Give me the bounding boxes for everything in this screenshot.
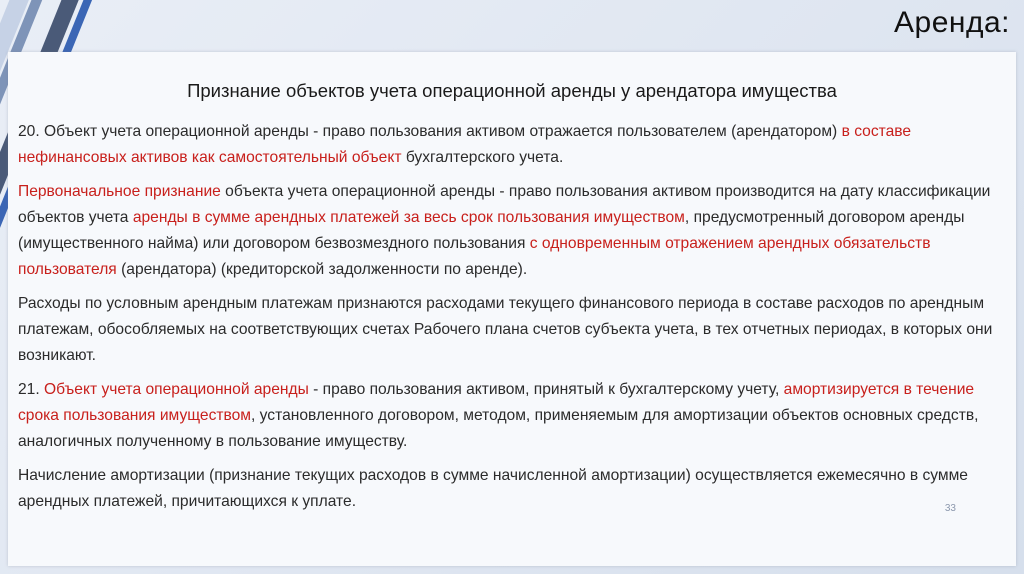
paragraph — [18, 291, 1004, 369]
paragraph — [18, 119, 1004, 171]
text-segment: Начисление амортизации (признание текущих расходов в сумме начисленной амортизации) осуществляется ежемесячно в сумме арендных платежей, причитающихся к уплате. — [18, 467, 968, 510]
slide-title: Аренда: — [894, 6, 1010, 39]
highlighted-text: с одновременным отражением арендных обязательств пользователя — [18, 235, 931, 278]
highlighted-text: Объект учета операционной аренды — [44, 381, 309, 398]
highlighted-text: амортизируется в течение срока пользования имуществом — [18, 381, 975, 424]
text-segment: Расходы по условным арендным платежам признаются расходами текущего финансового периода в составе расходов по арендным платежам, обособляемых на соответствующих счетах Рабочего плана счетов субъекта учета, в тех отчетных периодах, в которых они возникают. — [18, 295, 993, 364]
paragraph — [18, 377, 1004, 455]
text-segment: 20. Объект учета операционной аренды - право пользования активом отражается пользователем (арендатором) — [18, 123, 842, 140]
text-segment: - право пользования активом, принятый к бухгалтерскому учету, — [308, 381, 784, 398]
paragraph — [18, 463, 1004, 515]
slide-heading: Признание объектов учета операционной аренды у арендатора имущества — [187, 80, 837, 101]
text-segment: (арендатора) (кредиторской задолженности по аренде). — [116, 261, 528, 278]
text-segment: объекта учета операционной аренды - право пользования активом производится на дату классификации объектов учета — [18, 183, 991, 226]
highlighted-text: в составе нефинансовых активов как самостоятельный объект — [18, 123, 912, 166]
highlighted-text: Первоначальное признание — [18, 183, 221, 200]
page-number: 33 — [944, 503, 956, 514]
body-text — [18, 119, 1004, 523]
content-panel — [8, 52, 1016, 566]
text-segment: 21. — [18, 381, 45, 398]
text-segment: бухгалтерского учета. — [401, 149, 564, 166]
paragraph — [18, 179, 1004, 283]
text-segment: , установленного договором, методом, применяемым для амортизации объектов основных средств, аналогичных полученному в пользование имуществу. — [18, 407, 979, 450]
text-segment: , предусмотренный договором аренды (имущественного найма) или договором безвозмездного пользования — [18, 209, 965, 252]
highlighted-text: аренды в сумме арендных платежей за весь срок пользования имуществом — [132, 209, 685, 226]
